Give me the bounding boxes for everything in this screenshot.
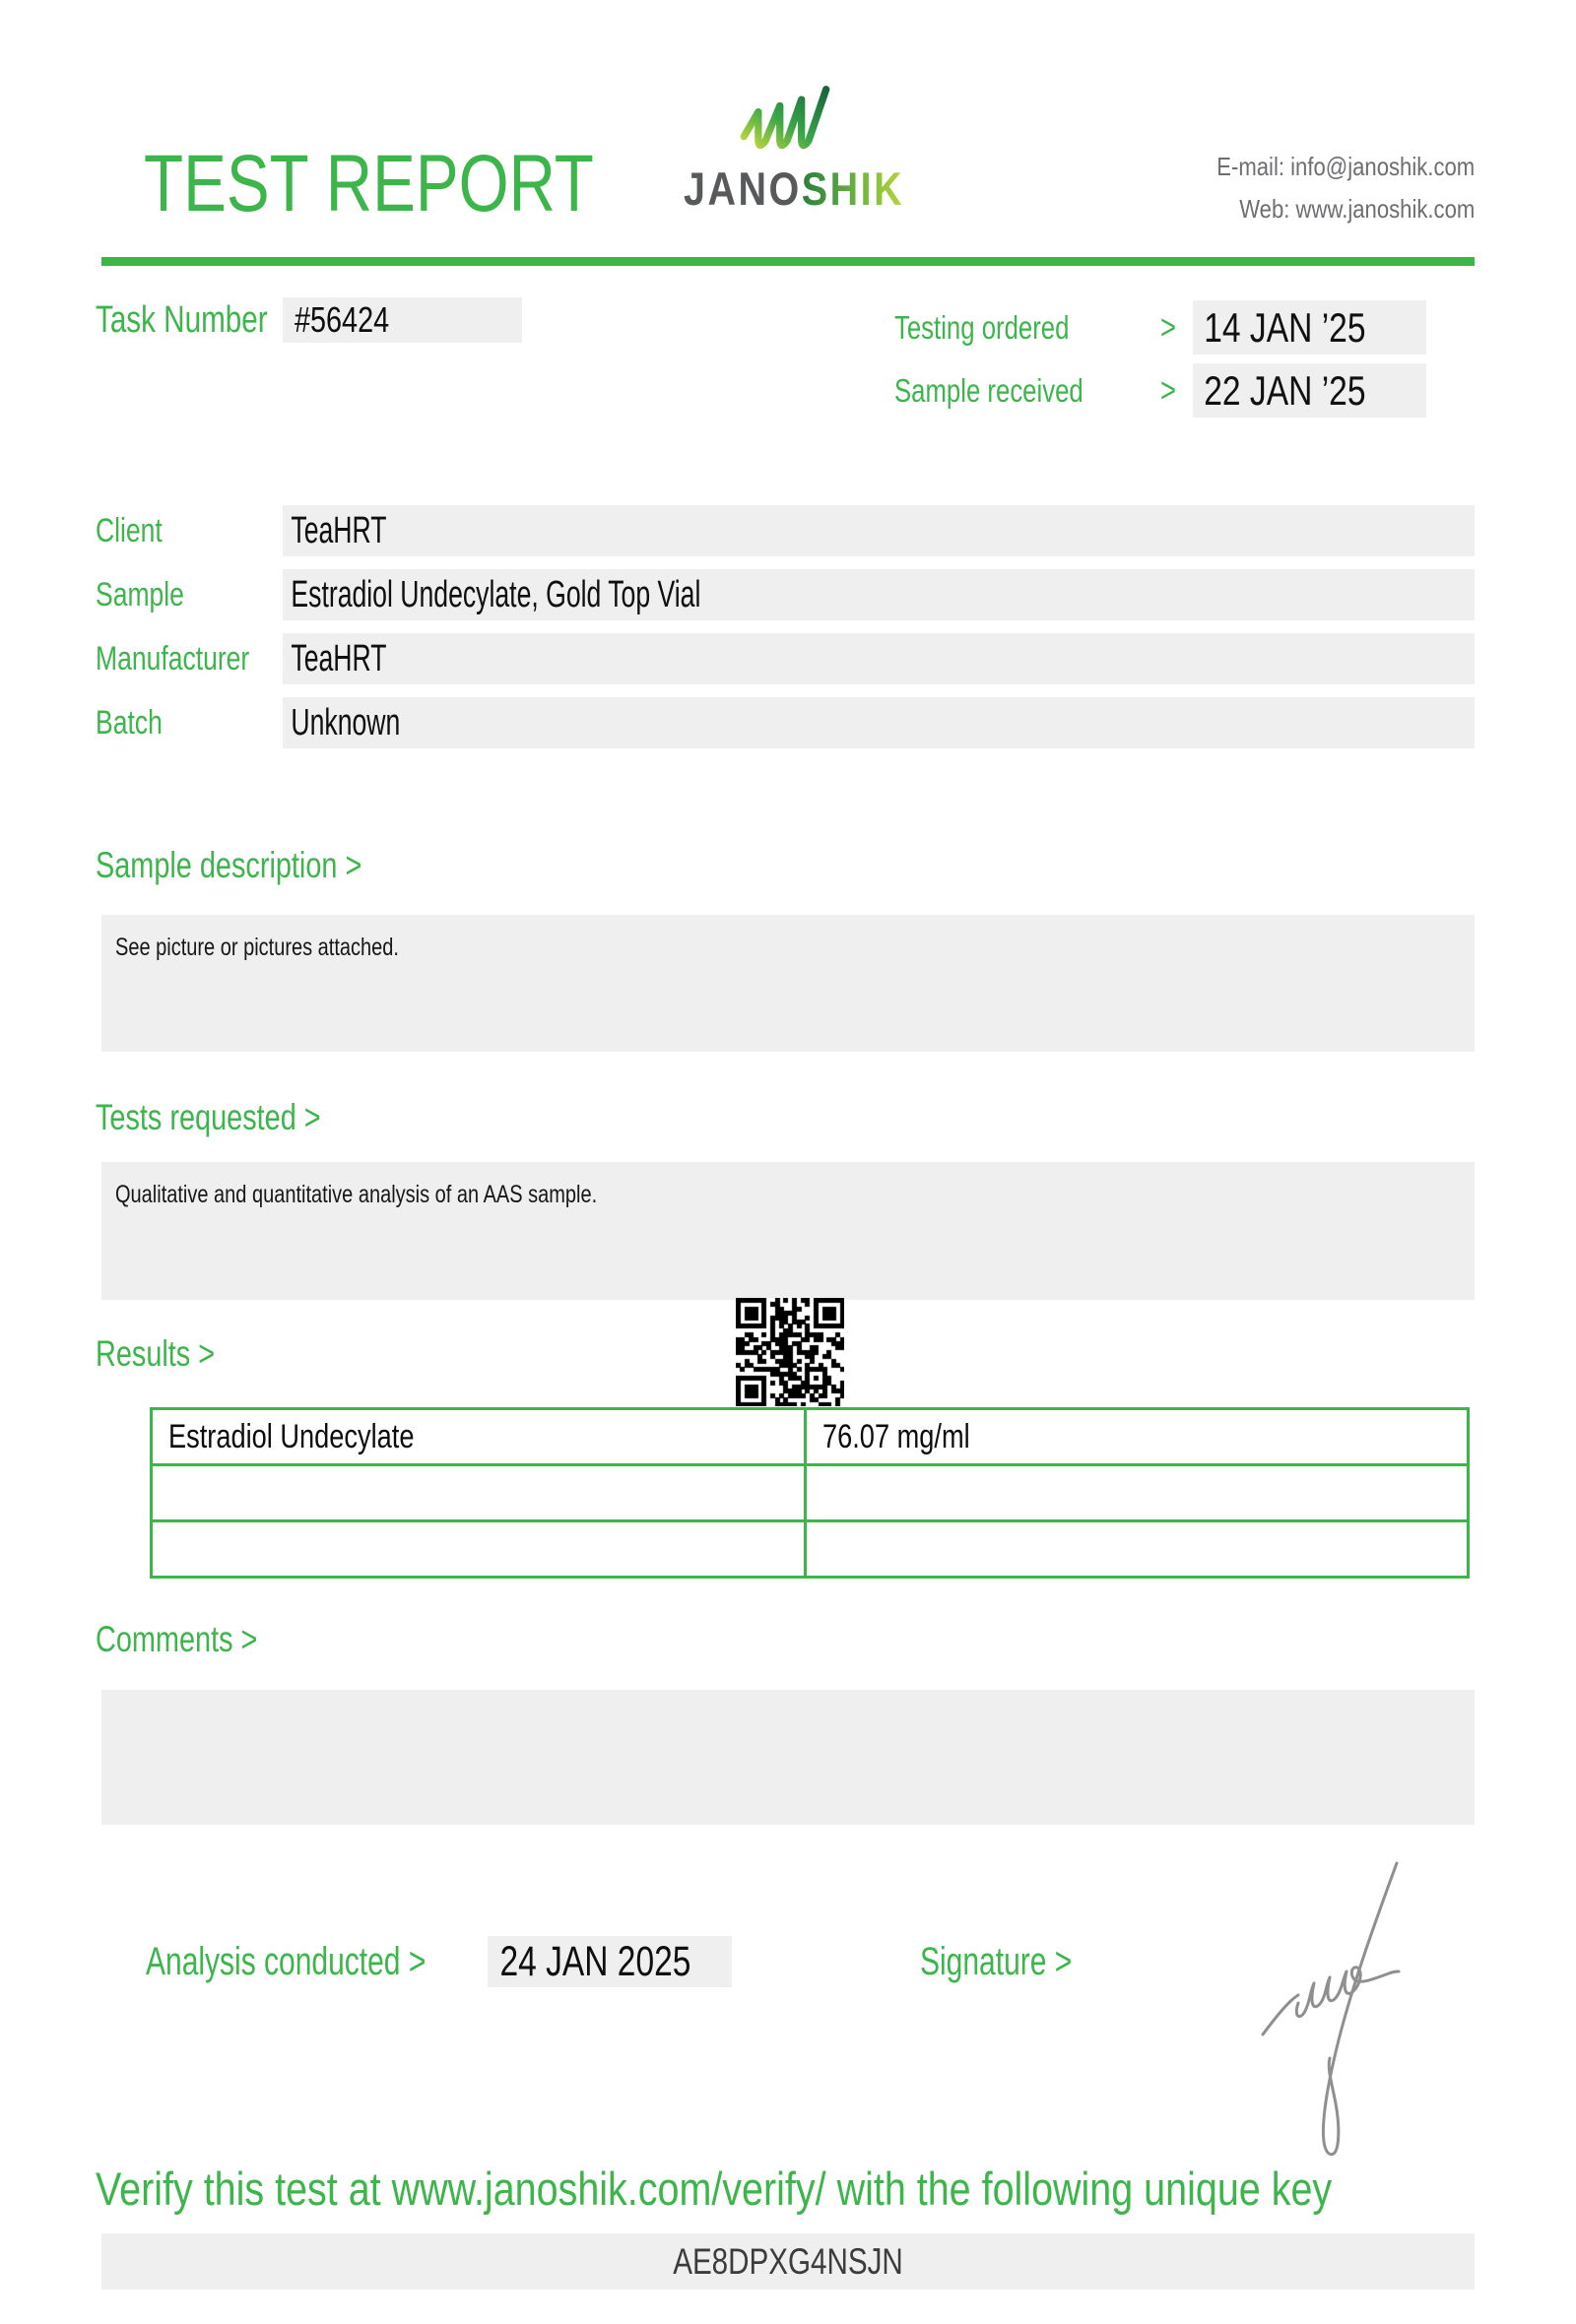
signature-image [1249, 1845, 1451, 2195]
testing-ordered-arrow: > [1160, 308, 1176, 347]
logo-trend-arrow-icon [739, 79, 833, 166]
analysis-date: 24 JAN 2025 [499, 1938, 691, 1985]
qr-code [736, 1298, 844, 1406]
sample-received-date: 22 JAN ’25 [1204, 367, 1366, 414]
web-label: Web: [1238, 194, 1290, 224]
manufacturer-value-box [283, 633, 1475, 684]
tests-requested-box [101, 1162, 1475, 1300]
manufacturer-value: TeaHRT [291, 638, 387, 679]
sample-value: Estradiol Undecylate, Gold Top Vial [291, 574, 701, 615]
manufacturer-label: Manufacturer [96, 640, 250, 678]
tests-requested-text: Qualitative and quantitative analysis of an AAS sample. [115, 1181, 598, 1208]
results-row [152, 1409, 1469, 1465]
batch-value: Unknown [291, 702, 401, 743]
result-value-cell [806, 1521, 1469, 1578]
results-row [152, 1521, 1469, 1578]
batch-value-box [283, 697, 1475, 748]
contact-block [1171, 146, 1475, 230]
sample-value-box [283, 569, 1475, 620]
testing-ordered-value-box [1193, 300, 1426, 355]
results-heading: Results > [96, 1333, 216, 1374]
sample-description-text: See picture or pictures attached. [115, 934, 399, 961]
client-value-box [283, 505, 1475, 556]
sample-received-label: Sample received [894, 372, 1084, 409]
contact-email-line [1171, 146, 1475, 188]
tests-requested-heading: Tests requested > [96, 1097, 321, 1137]
batch-label: Batch [96, 704, 163, 742]
contact-web-line [1171, 188, 1475, 230]
testing-ordered-label: Testing ordered [894, 309, 1070, 346]
client-value: TeaHRT [291, 510, 387, 551]
result-analyte-cell [152, 1465, 806, 1521]
task-number-label: Task Number [96, 299, 268, 341]
web-value: www.janoshik.com [1295, 194, 1475, 224]
header-divider [101, 257, 1475, 266]
task-number-value: #56424 [295, 299, 390, 340]
sample-received-value-box [1193, 363, 1426, 418]
sample-received-arrow: > [1160, 371, 1176, 410]
result-analyte-cell: Estradiol Undecylate [152, 1409, 806, 1465]
logo-wordmark [684, 162, 947, 215]
signature-label: Signature > [920, 1940, 1073, 1983]
analysis-conducted-label: Analysis conducted > [146, 1940, 427, 1983]
email-value: info@janoshik.com [1289, 152, 1475, 181]
results-table [150, 1407, 1470, 1579]
testing-ordered-date: 14 JAN ’25 [1204, 304, 1366, 351]
analysis-date-box [488, 1936, 732, 1987]
verify-instruction: Verify this test at www.janoshik.com/verify/ with the following unique key [96, 2163, 1333, 2215]
verify-key: AE8DPXG4NSJN [673, 2241, 903, 2282]
verify-key-box [101, 2233, 1475, 2290]
result-value-cell [806, 1465, 1469, 1521]
logo-text-gray: JANO [684, 162, 802, 215]
result-value-cell: 76.07 mg/ml [806, 1409, 1469, 1465]
page-title: TEST REPORT [144, 139, 594, 228]
sample-label: Sample [96, 576, 184, 613]
sample-description-heading: Sample description > [96, 845, 362, 885]
comments-heading: Comments > [96, 1619, 258, 1659]
results-row [152, 1465, 1469, 1521]
email-label: E-mail: [1216, 152, 1284, 181]
result-analyte-cell [152, 1521, 806, 1578]
task-number-value-box [283, 297, 522, 343]
sample-description-box [101, 915, 1475, 1052]
logo-text-green: SHIK [801, 162, 905, 215]
client-label: Client [96, 512, 163, 549]
comments-box [101, 1690, 1475, 1825]
